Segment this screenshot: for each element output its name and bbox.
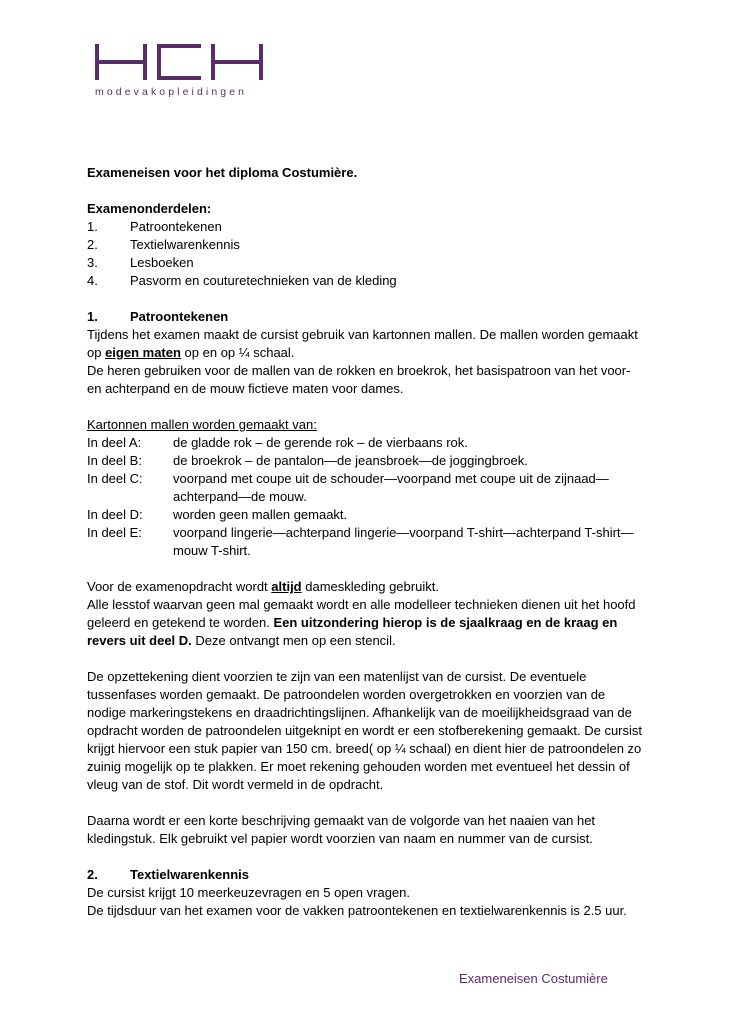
list-item: 4. Pasvorm en couturetechnieken van de kleding xyxy=(87,273,397,288)
document-body xyxy=(87,164,647,920)
mallen-row: In deel D: worden geen mallen gemaakt. xyxy=(87,507,348,522)
section1-paragraph-2: De heren gebruiken voor de mallen van de rokken en broekrok, het basispatroon van het voor- en achterpand en de mouw fictieve maten voor dames. xyxy=(87,363,631,396)
section1-paragraph-6: Daarna wordt er een korte beschrijving gemaakt van de volgorde van het naaien van het kledingstuk. Elk gebruikt vel papier wordt voorzien van naam en nummer van de cursist. xyxy=(87,813,596,846)
section1-paragraph-4: Alle lesstof waarvan geen mal gemaakt wordt en alle modelleer technieken dienen uit het hoofd geleerd en getekend te worden. Een uitzondering hierop is de sjaalkraag en de kraag en revers uit deel D. Deze ontvangt men op een stencil. xyxy=(87,597,636,648)
mallen-row: In deel A: de gladde rok – de gerende rok – de vierbaans rok. xyxy=(87,435,468,450)
page-footer: Exameneisen Costumière xyxy=(459,971,608,986)
mallen-row: In deel B: de broekrok – de pantalon—de jeansbroek—de joggingbroek. xyxy=(87,453,528,468)
document-heading: Exameneisen voor het diploma Costumière. xyxy=(87,165,358,180)
list-item: 2. Textielwarenkennis xyxy=(87,237,240,252)
section2-heading: 2. Textielwarenkennis xyxy=(87,867,249,882)
section1-paragraph-3: Voor de examenopdracht wordt altijd dameskleding gebruikt. xyxy=(87,579,439,594)
section1-paragraph-1: Tijdens het examen maakt de cursist gebruik van kartonnen mallen. De mallen worden gemaakt op eigen maten op en op ¼ schaal. xyxy=(87,327,638,360)
section1-heading: 1. Patroontekenen xyxy=(87,309,229,324)
section1-paragraph-5: De opzettekening dient voorzien te zijn van een matenlijst van de cursist. De eventuele tussenfases worden gemaakt. De patroondelen worden overgetrokken en voorzien van de nodige markeringstekens en draadrichtingslijnen. Afhankelijk van de moeilijkheidsgraad van de opdracht worden de patroondelen uitgeknipt en wordt er een stofberekening gemaakt. De cursist krijgt hiervoor een stuk papier van 150 cm. breed( op ¼ schaal) en dient hier de patroondelen zo zuinig mogelijk op te plakken. Er moet rekening gehouden worden met eventueel het dessin of vleug van de stof. Dit wordt vermeld in de opdracht. xyxy=(87,669,643,792)
mallen-title: Kartonnen mallen worden gemaakt van: xyxy=(87,417,317,432)
hch-logo-icon xyxy=(95,44,263,80)
logo xyxy=(95,44,265,101)
mallen-row: In deel E: voorpand lingerie—achterpand lingerie—voorpand T-shirt—achterpand T-shirt—mouw T-shirt. xyxy=(87,525,634,558)
list-item: 3. Lesboeken xyxy=(87,255,194,270)
parts-title: Examenonderdelen: xyxy=(87,201,212,216)
mallen-row: In deel C: voorpand met coupe uit de schouder—voorpand met coupe uit de zijnaad—achterpand—de mouw. xyxy=(87,471,609,504)
list-item: 1. Patroontekenen xyxy=(87,219,222,234)
logo-subtitle: modevakopleidingen xyxy=(95,86,248,98)
section2-paragraph-1: De cursist krijgt 10 meerkeuzevragen en 5 open vragen. xyxy=(87,885,411,900)
section2-paragraph-2: De tijdsduur van het examen voor de vakken patroontekenen en textielwarenkennis is 2.5 uur. xyxy=(87,903,627,918)
